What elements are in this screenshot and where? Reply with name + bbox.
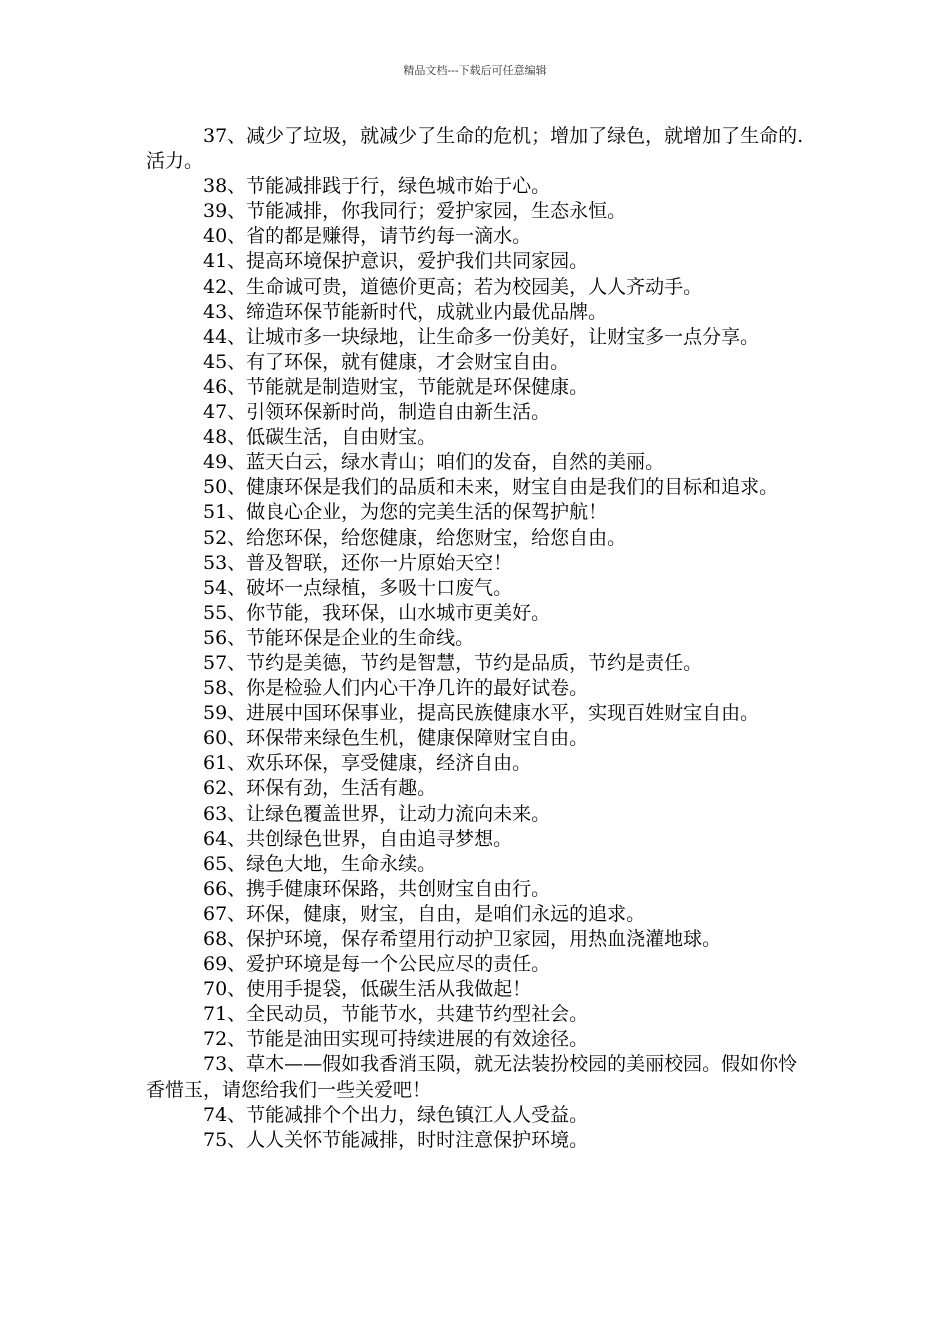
list-item: 39、节能减排，你我同行；爱护家园，生态永恒。 — [203, 200, 627, 223]
list-item: 52、给您环保，给您健康，给您财宝，给您自由。 — [203, 526, 627, 549]
list-item: 56、节能环保是企业的生命线。 — [203, 626, 475, 649]
list-item: 65、绿色大地，生命永续。 — [203, 852, 437, 875]
list-item: 67、环保，健康，财宝，自由，是咱们永远的追求。 — [203, 902, 646, 925]
list-item: 75、人人关怀节能减排，时时注意保护环境。 — [203, 1128, 589, 1151]
list-item: 44、让城市多一块绿地，让生命多一份美好，让财宝多一点分享。 — [203, 325, 760, 348]
list-item: 58、你是检验人们内心干净几许的最好试卷。 — [203, 677, 589, 700]
document-body — [146, 124, 810, 1153]
list-item: 42、生命诚可贵，道德价更高；若为校园美，人人齐动手。 — [203, 275, 703, 298]
list-item: 70、使用手提袋，低碳生活从我做起！ — [203, 978, 532, 1001]
list-item: 74、节能减排个个出力，绿色镇江人人受益。 — [203, 1103, 589, 1126]
list-item: 66、携手健康环保路，共创财宝自由行。 — [203, 877, 551, 900]
list-item: 46、节能就是制造财宝，节能就是环保健康。 — [203, 375, 589, 398]
list-item: 59、进展中国环保事业，提高民族健康水平，实现百姓财宝自由。 — [203, 702, 760, 725]
page-header: 精品文档---下载后可任意编辑 — [403, 64, 547, 77]
list-item: 41、提高环境保护意识，爱护我们共同家园。 — [203, 250, 589, 273]
list-item: 62、环保有劲，生活有趣。 — [203, 777, 437, 800]
list-item: 45、有了环保，就有健康，才会财宝自由。 — [203, 350, 570, 373]
list-item: 73、草木——假如我香消玉陨，就无法装扮校园的美丽校园。假如你怜香惜玉，请您给我们一些关爱吧！ — [146, 1053, 798, 1101]
list-item: 47、引领环保新时尚，制造自由新生活。 — [203, 401, 551, 424]
list-item: 57、节约是美德，节约是智慧，节约是品质，节约是责任。 — [203, 651, 703, 674]
list-item: 49、蓝天白云，绿水青山；咱们的发奋，自然的美丽。 — [203, 451, 665, 474]
list-item: 60、环保带来绿色生机，健康保障财宝自由。 — [203, 727, 589, 750]
list-item: 38、节能减排践于行，绿色城市始于心。 — [203, 175, 551, 198]
list-item: 54、破坏一点绿植，多吸十口废气。 — [203, 576, 513, 599]
list-item: 37、减少了垃圾，就减少了生命的危机；增加了绿色，就增加了生命的.活力。 — [146, 125, 804, 173]
list-item: 50、健康环保是我们的品质和未来，财宝自由是我们的目标和追求。 — [203, 476, 779, 499]
list-item: 53、普及智联，还你一片原始天空！ — [203, 551, 513, 574]
list-item: 72、节能是油田实现可持续进展的有效途径。 — [203, 1028, 589, 1051]
list-item: 71、全民动员，节能节水，共建节约型社会。 — [203, 1003, 589, 1026]
list-item: 51、做良心企业，为您的完美生活的保驾护航！ — [203, 501, 608, 524]
list-item: 69、爱护环境是每一个公民应尽的责任。 — [203, 953, 551, 976]
list-item: 61、欢乐环保，享受健康，经济自由。 — [203, 752, 532, 775]
list-item: 55、你节能，我环保，山水城市更美好。 — [203, 601, 551, 624]
list-item: 63、让绿色覆盖世界，让动力流向未来。 — [203, 802, 551, 825]
list-item: 48、低碳生活，自由财宝。 — [203, 426, 437, 449]
list-item: 68、保护环境，保存希望用行动护卫家园，用热血浇灌地球。 — [203, 928, 722, 950]
list-item: 64、共创绿色世界，自由追寻梦想。 — [203, 827, 513, 850]
list-item: 43、缔造环保节能新时代，成就业内最优品牌。 — [203, 300, 608, 323]
list-item: 40、省的都是赚得，请节约每一滴水。 — [203, 225, 532, 248]
